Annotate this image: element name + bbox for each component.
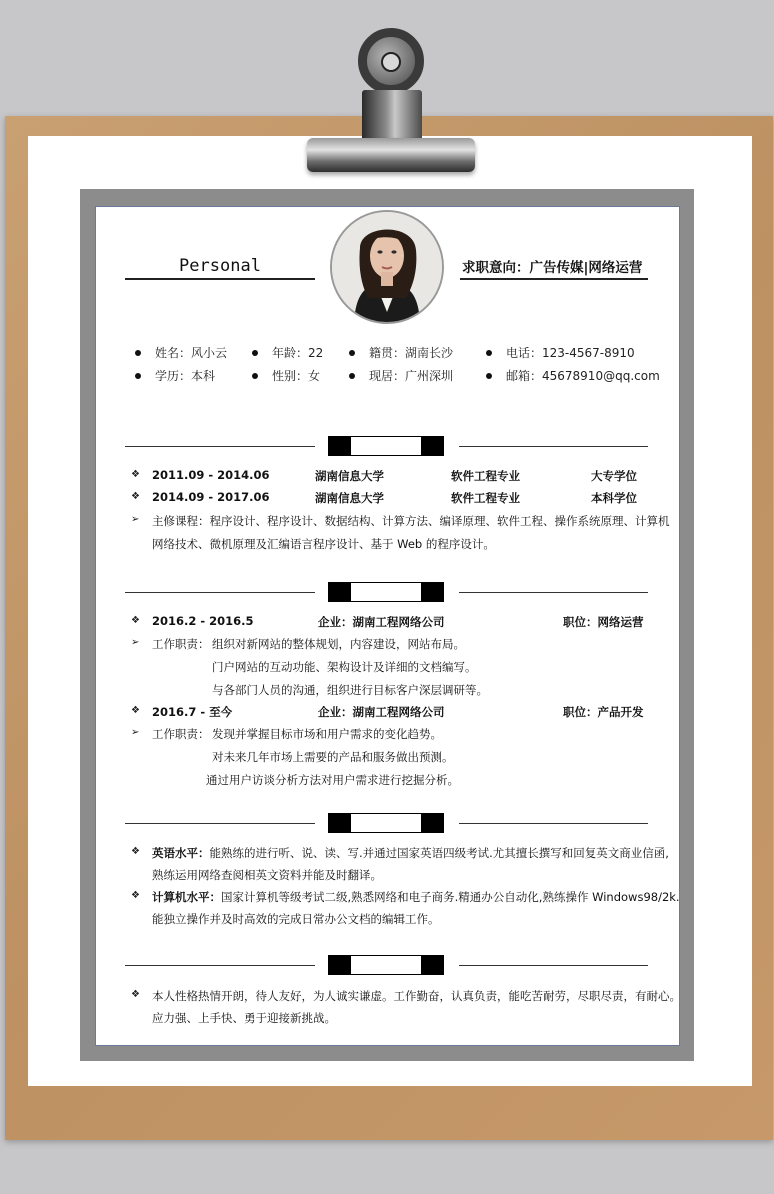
section-divider-right (459, 823, 648, 824)
skill-computer-line2: 能独立操作并及时高效的完成日常办公文档的编辑工作。 (152, 912, 440, 926)
divider-black-block (422, 436, 444, 456)
job-position: 职位：网络运营 (563, 615, 644, 629)
diamond-bullet-icon: ❖ (131, 491, 140, 502)
job-duty: 门户网站的互动功能、架构设计及详细的文档编写。 (212, 660, 477, 674)
edu-school: 湖南信息大学 (315, 491, 384, 505)
self-eval-line1: 本人性格热情开朗，待人友好，为人诚实谦虚。工作勤奋，认真负责，能吃苦耐劳，尽职尽责，有耐心。 (152, 989, 681, 1003)
divider-white-block (350, 436, 422, 456)
arrow-bullet-icon: ➢ (131, 514, 140, 525)
job-company: 企业：湖南工程网络公司 (318, 615, 445, 629)
job-objective: 求职意向：广告传媒|网络运营 (462, 260, 643, 276)
divider-black-block (328, 955, 350, 975)
job-position: 职位：产品开发 (563, 705, 644, 719)
info-origin: 籍贯：湖南长沙 (349, 344, 453, 361)
divider-black-block (328, 813, 350, 833)
dot-bullet-icon (486, 350, 492, 356)
dot-bullet-icon (349, 350, 355, 356)
info-email: 邮箱：45678910@qq.com (486, 367, 660, 384)
personal-heading: Personal (179, 256, 261, 276)
skill-english: 英语水平：能熟练的进行听、说、读、写.并通过国家英语四级考试.尤其擅长撰写和回复英文商业信函, (152, 846, 669, 860)
info-residence: 现居：广州深圳 (349, 367, 453, 384)
edu-school: 湖南信息大学 (315, 469, 384, 483)
job-duty: 通过用户访谈分析方法对用户需求进行挖掘分析。 (206, 773, 459, 787)
dot-bullet-icon (252, 373, 258, 379)
job-duty-label: 工作职责： (152, 637, 210, 651)
diamond-bullet-icon: ❖ (131, 615, 140, 626)
divider-black-block (422, 582, 444, 602)
personal-underline (125, 278, 315, 280)
edu-degree: 本科学位 (591, 491, 637, 505)
divider-white-block (350, 582, 422, 602)
diamond-bullet-icon: ❖ (131, 469, 140, 480)
dot-bullet-icon (135, 373, 141, 379)
edu-courses-line1: 主修课程：程序设计、程序设计、数据结构、计算方法、编译原理、软件工程、操作系统原理、计算机 (152, 514, 670, 528)
arrow-bullet-icon: ➢ (131, 637, 140, 648)
binder-clip-bar-icon (307, 138, 475, 172)
section-divider-right (459, 965, 648, 966)
section-divider-left (125, 446, 315, 447)
info-gender: 性别：女 (252, 367, 320, 384)
self-eval-line2: 应力强、上手快、勇于迎接新挑战。 (152, 1011, 336, 1025)
binder-clip-body-icon (362, 90, 422, 142)
diamond-bullet-icon: ❖ (131, 989, 140, 1000)
diamond-bullet-icon: ❖ (131, 705, 140, 716)
diamond-bullet-icon: ❖ (131, 890, 140, 901)
info-phone: 电话：123-4567-8910 (486, 344, 635, 361)
section-divider-left (125, 965, 315, 966)
edu-major: 软件工程专业 (451, 491, 520, 505)
section-divider-right (459, 592, 648, 593)
divider-black-block (328, 582, 350, 602)
job-period: 2016.7 - 至今 (152, 705, 233, 719)
job-duty: 组织对新网站的整体规划，内容建设，网站布局。 (212, 637, 465, 651)
job-duty: 对未来几年市场上需要的产品和服务做出预测。 (212, 750, 454, 764)
job-duty-label: 工作职责： (152, 727, 210, 741)
diamond-bullet-icon: ❖ (131, 846, 140, 857)
dot-bullet-icon (486, 373, 492, 379)
edu-degree: 大专学位 (591, 469, 637, 483)
section-divider-right (459, 446, 648, 447)
binder-clip-hole (381, 52, 401, 72)
portrait-icon (332, 212, 442, 322)
dot-bullet-icon (135, 350, 141, 356)
avatar-photo (330, 210, 444, 324)
objective-underline (460, 278, 648, 280)
section-divider-left (125, 823, 315, 824)
job-company: 企业：湖南工程网络公司 (318, 705, 445, 719)
edu-period: 2011.09 - 2014.06 (152, 468, 270, 482)
divider-white-block (350, 813, 422, 833)
arrow-bullet-icon: ➢ (131, 727, 140, 738)
info-education: 学历：本科 (135, 367, 215, 384)
dot-bullet-icon (349, 373, 355, 379)
skill-english-line2: 熟练运用网络查阅相英文资料并能及时翻译。 (152, 868, 382, 882)
dot-bullet-icon (252, 350, 258, 356)
section-divider-left (125, 592, 315, 593)
divider-white-block (350, 955, 422, 975)
divider-black-block (328, 436, 350, 456)
job-duty: 与各部门人员的沟通，组织进行目标客户深层调研等。 (212, 683, 488, 697)
info-age: 年龄：22 (252, 344, 323, 361)
edu-period: 2014.09 - 2017.06 (152, 490, 270, 504)
edu-courses-line2: 网络技术、微机原理及汇编语言程序设计、基于 Web 的程序设计。 (152, 537, 495, 551)
divider-black-block (422, 813, 444, 833)
divider-black-block (422, 955, 444, 975)
info-name: 姓名：风小云 (135, 344, 227, 361)
job-period: 2016.2 - 2016.5 (152, 614, 254, 628)
edu-major: 软件工程专业 (451, 469, 520, 483)
skill-computer: 计算机水平：国家计算机等级考试二级,熟悉网络和电子商务.精通办公自动化,熟练操作 Windows98/2k. (152, 890, 680, 904)
job-duty: 发现并掌握目标市场和用户需求的变化趋势。 (212, 727, 442, 741)
